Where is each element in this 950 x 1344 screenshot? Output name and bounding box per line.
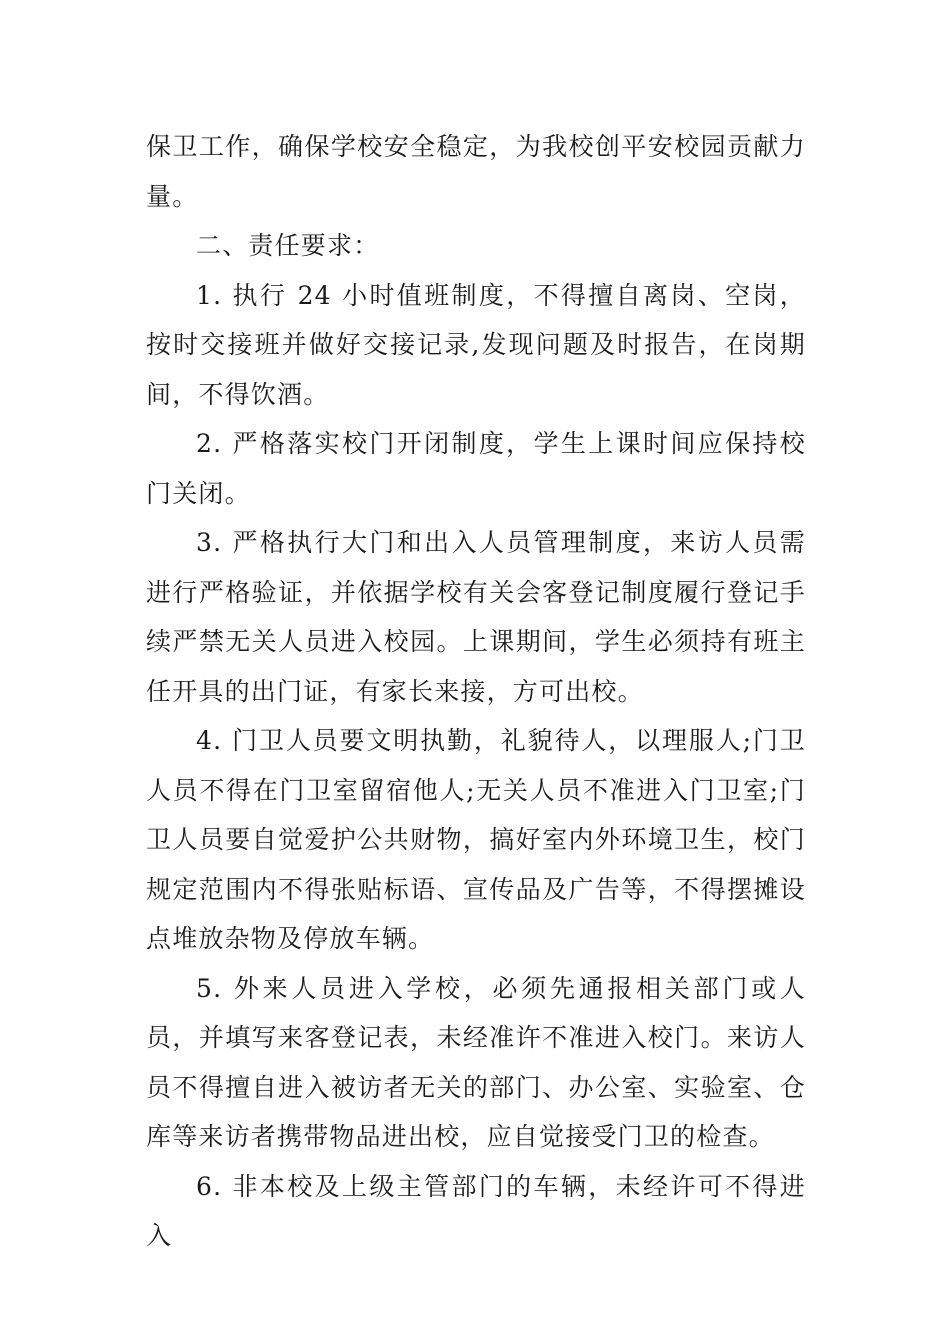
paragraph-item-6: 6. 非本校及上级主管部门的车辆，未经许可不得进入 <box>146 1171 806 1250</box>
document-body <box>146 122 806 1261</box>
paragraph-item-1: 1. 执行 24 小时值班制度，不得擅自离岗、空岗，按时交接班并做好交接记录,发现问题及时报告，在岗期间，不得饮酒。 <box>146 280 806 409</box>
paragraph-continuation: 保卫工作，确保学校安全稳定，为我校创平安校园贡献力量。 <box>146 132 806 211</box>
paragraph-item-3: 3. 严格执行大门和出入人员管理制度，来访人员需进行严格验证，并依据学校有关会客登记制度履行登记手续严禁无关人员进入校园。上课期间，学生必须持有班主任开具的出门证，有家长来接，方可出校。 <box>146 528 806 706</box>
paragraph-item-4: 4. 门卫人员要文明执勤，礼貌待人，以理服人;门卫人员不得在门卫室留宿他人;无关人员不准进入门卫室;门卫人员要自觉爱护公共财物，搞好室内外环境卫生，校门规定范围内不得张贴标语、宣传品及广告等，不得摆摊设点堆放杂物及停放车辆。 <box>146 726 806 953</box>
section-heading-responsibilities: 二、责任要求： <box>196 231 380 260</box>
paragraph-item-2: 2. 严格落实校门开闭制度，学生上课时间应保持校门关闭。 <box>146 429 806 508</box>
paragraph-item-5: 5. 外来人员进入学校，必须先通报相关部门或人员，并填写来客登记表，未经准许不准进入校门。来访人员不得擅自进入被访者无关的部门、办公室、实验室、仓库等来访者携带物品进出校，应自觉接受门卫的检查。 <box>146 973 806 1151</box>
